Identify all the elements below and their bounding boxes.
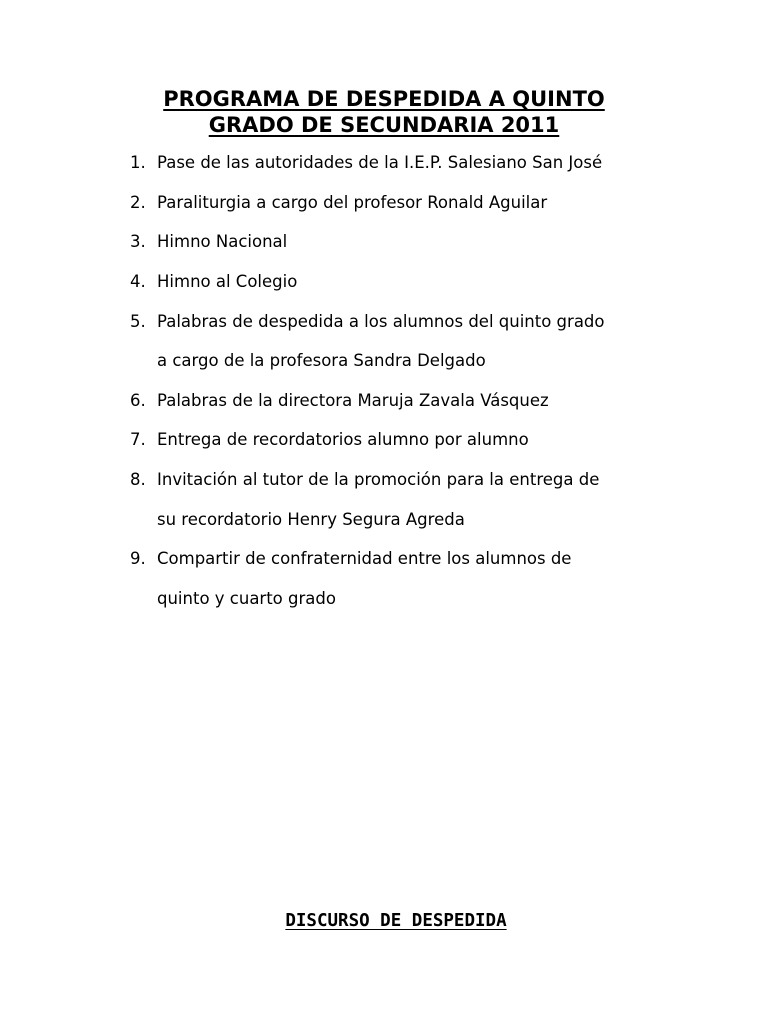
list-item-text: Compartir de confraternidad entre los alumnos de: [157, 549, 572, 568]
list-item: [130, 391, 690, 411]
list-item-number: 5.: [130, 312, 146, 331]
list-item-text: Pase de las autoridades de la I.E.P. Salesiano San José: [157, 153, 603, 172]
list-item: [130, 232, 690, 252]
list-item-text: Palabras de la directora Maruja Zavala Vásquez: [157, 391, 549, 410]
list-item-continuation: a cargo de la profesora Sandra Delgado: [157, 351, 486, 370]
list-item: [130, 153, 690, 173]
list-item-text: Himno al Colegio: [157, 272, 298, 291]
list-item-continuation: quinto y cuarto grado: [157, 589, 336, 608]
list-item: [130, 470, 690, 490]
list-item-number: 2.: [130, 193, 146, 212]
list-item-text: Himno Nacional: [157, 232, 288, 251]
list-item-text: Palabras de despedida a los alumnos del quinto grado: [157, 312, 605, 331]
list-item: [130, 430, 690, 450]
list-item-number: 1.: [130, 153, 146, 172]
list-item-text: Entrega de recordatorios alumno por alumno: [157, 430, 529, 449]
page-title-line-2: GRADO DE SECUNDARIA 2011: [208, 113, 560, 137]
list-item: [130, 549, 690, 569]
section-title: DISCURSO DE DESPEDIDA: [285, 911, 507, 931]
list-item: [130, 193, 690, 213]
list-item-text: Paraliturgia a cargo del profesor Ronald Aguilar: [157, 193, 548, 212]
list-item-number: 7.: [130, 430, 146, 449]
list-item-text: Invitación al tutor de la promoción para la entrega de: [157, 470, 600, 489]
list-item-number: 3.: [130, 232, 146, 251]
list-item-number: 4.: [130, 272, 146, 291]
page-title-line-1: PROGRAMA DE DESPEDIDA A QUINTO: [163, 87, 605, 111]
list-item-number: 6.: [130, 391, 146, 410]
list-item-continuation: su recordatorio Henry Segura Agreda: [157, 510, 465, 529]
list-item-number: 8.: [130, 470, 146, 489]
list-item: [130, 272, 690, 292]
list-item-number: 9.: [130, 549, 146, 568]
list-item: [130, 312, 690, 332]
